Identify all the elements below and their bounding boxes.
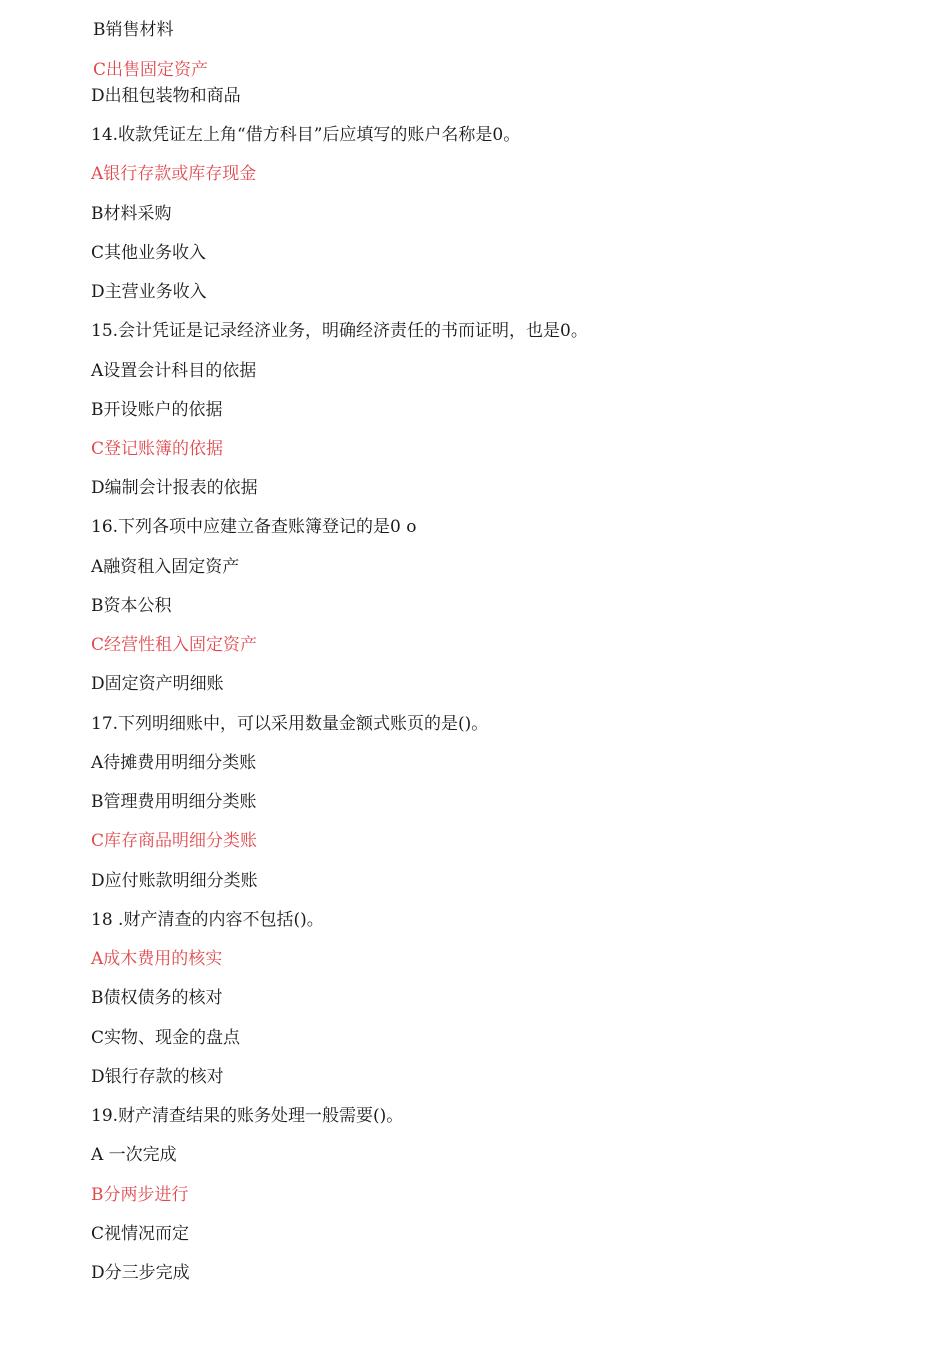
option-a: A成木费用的核实 bbox=[91, 949, 223, 969]
option-b: B资本公积 bbox=[91, 596, 172, 616]
option-c: C其他业务收入 bbox=[91, 243, 207, 263]
option-d: D编制会计报表的依据 bbox=[91, 478, 258, 498]
option-b: B销售材料 bbox=[93, 20, 174, 40]
question-15: 15.会计凭证是记录经济业务，明确经济责任的书而证明，也是0。 bbox=[91, 321, 588, 341]
option-d: D应付账款明细分类账 bbox=[91, 871, 258, 891]
option-a: A设置会计科目的依据 bbox=[91, 361, 257, 381]
option-a: A银行存款或库存现金 bbox=[91, 164, 257, 184]
option-b: B分两步进行 bbox=[91, 1185, 189, 1205]
question-17: 17.下列明细账中，可以采用数量金额式账页的是()。 bbox=[91, 714, 489, 734]
option-c: C库存商品明细分类账 bbox=[91, 831, 258, 851]
option-d: D出租包装物和商品 bbox=[91, 86, 241, 106]
option-c: C视情况而定 bbox=[91, 1224, 190, 1244]
option-b: B管理费用明细分类账 bbox=[91, 792, 257, 812]
option-c: C实物、现金的盘点 bbox=[91, 1028, 241, 1048]
option-a: A待摊费用明细分类账 bbox=[91, 753, 257, 773]
option-a: A融资租入固定资产 bbox=[91, 557, 240, 577]
option-b: B债权债务的核对 bbox=[91, 988, 223, 1008]
option-d: D分三步完成 bbox=[91, 1263, 190, 1283]
option-c: C出售固定资产 bbox=[93, 60, 209, 80]
question-16: 16.下列各项中应建立备查账簿登记的是0 o bbox=[91, 517, 417, 537]
option-d: D银行存款的核对 bbox=[91, 1067, 224, 1087]
question-18: 18 .财产清查的内容不包括()。 bbox=[91, 910, 324, 930]
option-b: B开设账户的依据 bbox=[91, 400, 223, 420]
option-d: D主营业务收入 bbox=[91, 282, 207, 302]
question-14: 14.收款凭证左上角“借方科目”后应填写的账户名称是0。 bbox=[91, 125, 521, 145]
option-c: C经营性租入固定资产 bbox=[91, 635, 258, 655]
option-a: A 一次完成 bbox=[91, 1145, 177, 1165]
option-b: B材料采购 bbox=[91, 204, 172, 224]
option-c: C登记账簿的依据 bbox=[91, 439, 224, 459]
question-19: 19.财产清查结果的账务处理一般需要()。 bbox=[91, 1106, 404, 1126]
option-d: D固定资产明细账 bbox=[91, 674, 224, 694]
